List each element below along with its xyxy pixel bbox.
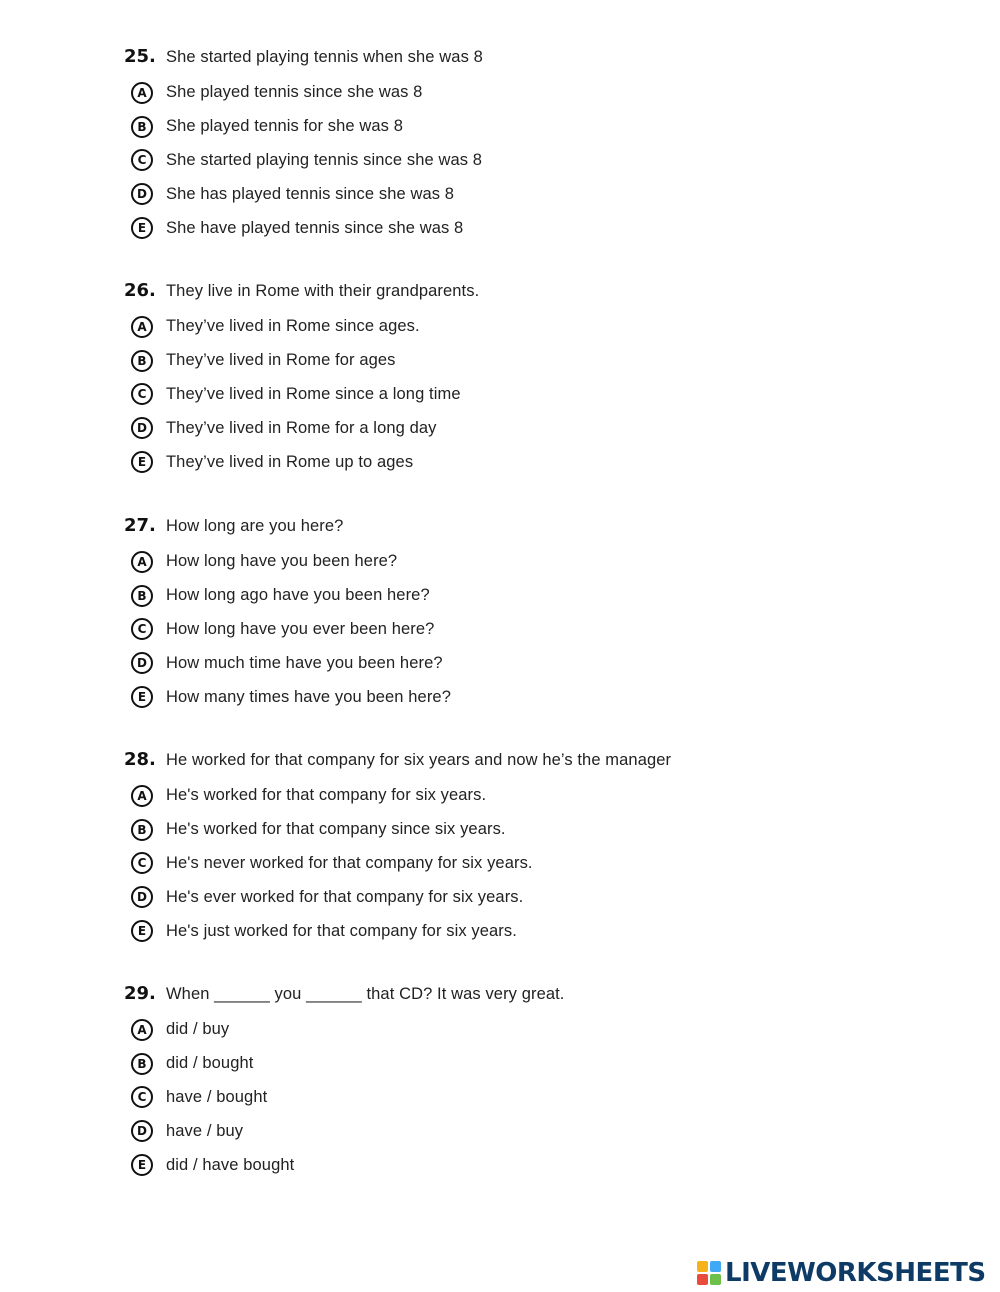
option-c[interactable] [124,1081,884,1115]
option-c[interactable] [124,613,884,647]
option-c[interactable] [124,378,884,412]
question-number: 28. [124,749,156,770]
question-28 [124,749,884,948]
question-25 [124,46,884,245]
question-header [124,749,884,779]
option-e[interactable] [124,445,884,479]
option-b[interactable] [124,110,884,144]
question-prompt: When ______ you ______ that CD? It was very great. [166,985,565,1003]
question-prompt: He worked for that company for six years and now he’s the manager [166,751,672,769]
option-text: have / buy [166,1121,244,1140]
option-c[interactable] [124,847,884,881]
option-text: She has played tennis since she was 8 [166,184,455,203]
option-d[interactable] [124,411,884,445]
option-text: How much time have you been here? [166,653,443,672]
option-bubble[interactable]: A [131,551,153,573]
logo-mark-tile-v [697,1274,708,1285]
option-a[interactable] [124,545,884,579]
option-d[interactable] [124,646,884,680]
option-text: They’ve lived in Rome for ages [166,351,396,370]
option-bubble[interactable]: B [131,819,153,841]
option-bubble[interactable]: C [131,149,153,171]
option-bubble[interactable]: E [131,686,153,708]
question-27 [124,515,884,714]
option-text: She played tennis since she was 8 [166,83,423,102]
option-bubble[interactable]: E [131,1154,153,1176]
option-text: She started playing tennis since she was 8 [166,150,483,169]
option-text: How long ago have you been here? [166,586,430,605]
question-header [124,983,884,1013]
option-text: She have played tennis since she was 8 [166,218,464,237]
option-bubble[interactable]: C [131,1086,153,1108]
question-header [124,280,884,310]
question-29 [124,983,884,1182]
question-prompt: They live in Rome with their grandparents. [166,282,480,300]
option-bubble[interactable]: A [131,1019,153,1041]
option-a[interactable] [124,779,884,813]
option-bubble[interactable]: D [131,1120,153,1142]
option-bubble[interactable]: C [131,618,153,640]
option-text: They’ve lived in Rome since a long time [166,384,461,403]
question-number: 25. [124,46,156,67]
option-text: did / bought [166,1054,254,1073]
option-e[interactable] [124,914,884,948]
option-bubble[interactable]: A [131,785,153,807]
option-d[interactable] [124,177,884,211]
option-text: How long have you been here? [166,552,398,571]
option-bubble[interactable]: C [131,383,153,405]
liveworksheets-logo [697,1258,986,1288]
option-e[interactable] [124,680,884,714]
option-b[interactable] [124,579,884,613]
question-26 [124,280,884,479]
option-b[interactable] [124,344,884,378]
option-b[interactable] [124,813,884,847]
question-prompt: She started playing tennis when she was 8 [166,48,483,66]
option-bubble[interactable]: C [131,852,153,874]
option-text: did / buy [166,1020,230,1039]
question-prompt: How long are you here? [166,517,344,535]
option-a[interactable] [124,1013,884,1047]
option-text: She played tennis for she was 8 [166,117,403,136]
option-bubble[interactable]: E [131,920,153,942]
option-text: They’ve lived in Rome up to ages [166,452,414,471]
option-text: He's worked for that company for six years. [166,786,487,805]
option-d[interactable] [124,1114,884,1148]
option-bubble[interactable]: B [131,585,153,607]
option-text: have / bought [166,1087,268,1106]
option-a[interactable] [124,76,884,110]
question-header [124,46,884,76]
logo-mark-tile-l [697,1261,708,1272]
option-text: They’ve lived in Rome for a long day [166,418,437,437]
question-number: 27. [124,515,156,536]
option-text: He's just worked for that company for six years. [166,921,517,940]
option-text: They’ve lived in Rome since ages. [166,317,420,336]
option-d[interactable] [124,880,884,914]
question-header [124,515,884,545]
option-text: He's worked for that company since six years. [166,820,506,839]
option-bubble[interactable]: D [131,652,153,674]
logo-mark-tile-e [710,1274,721,1285]
option-text: He's never worked for that company for six years. [166,853,533,872]
option-c[interactable] [124,144,884,178]
option-bubble[interactable]: B [131,1053,153,1075]
question-number: 29. [124,983,156,1004]
option-bubble[interactable]: E [131,451,153,473]
option-text: did / have bought [166,1155,295,1174]
option-bubble[interactable]: B [131,116,153,138]
option-bubble[interactable]: A [131,82,153,104]
question-number: 26. [124,280,156,301]
option-a[interactable] [124,310,884,344]
option-bubble[interactable]: D [131,183,153,205]
option-bubble[interactable]: A [131,316,153,338]
logo-mark-tile-i [710,1261,721,1272]
option-bubble[interactable]: D [131,886,153,908]
option-e[interactable] [124,1148,884,1182]
option-bubble[interactable]: E [131,217,153,239]
option-bubble[interactable]: B [131,350,153,372]
option-text: How long have you ever been here? [166,619,435,638]
option-text: How many times have you been here? [166,687,451,706]
live-logo-mark [697,1261,721,1285]
logo-text: LIVEWORKSHEETS [725,1258,986,1288]
option-e[interactable] [124,211,884,245]
option-b[interactable] [124,1047,884,1081]
option-text: He's ever worked for that company for six years. [166,887,524,906]
option-bubble[interactable]: D [131,417,153,439]
